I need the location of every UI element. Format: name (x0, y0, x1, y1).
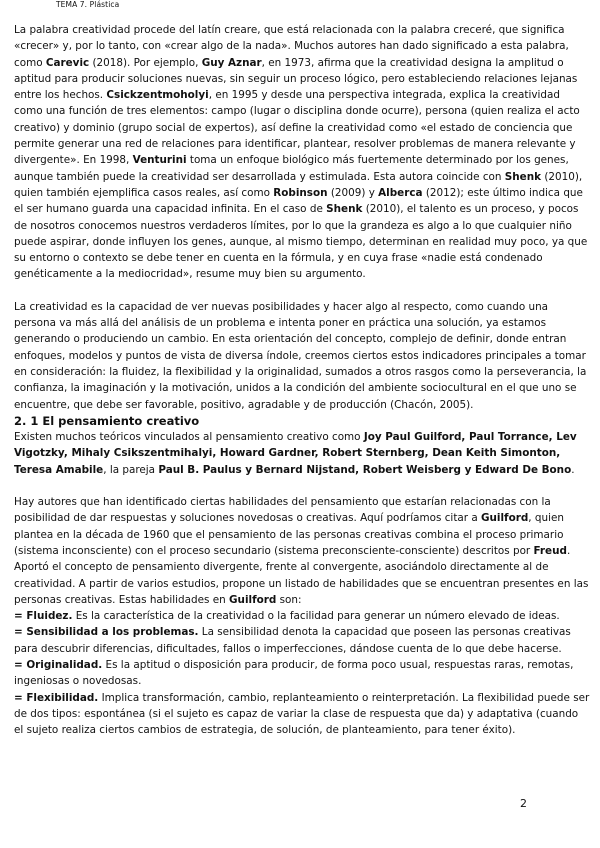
text-run: , en 1995 y desde una perspectiva integrada, explica la creatividad como una función de tres elementos: campo (lugar o disciplina donde ocurre), persona (quien realiza el acto creativo) y dominio (grupo social de expertos), así define la creatividad como «el estado de conciencia que permite generar una red de relaciones para identificar, plantear, resolver problemas de manera relevante y divergente». En 1998, (14, 89, 580, 167)
author-name: Guy Aznar (201, 56, 262, 69)
document-body (14, 22, 590, 738)
list-text: Implica transformación, cambio, replanteamiento o reinterpretación. La flexibilidad puede ser de dos tipos: espontánea (si el sujeto es capaz de variar la clase de respuesta que da) y adaptativa (cuando el sujeto realiza ciertos cambios de estrategia, de solución, de planteamiento, para tener éxito). (14, 691, 590, 737)
text-run: Existen muchos teóricos vinculados al pensamiento creativo como (14, 431, 364, 444)
author-name: Venturini (132, 154, 187, 167)
text-run: (2010), el talento es un proceso, y pocos de nosotros conocemos nuestros verdaderos límites, por lo que la grandeza es algo a lo que cualquier niño puede aspirar, donde influyen los genes, aunque, al mismo tiempo, determinan en realidad muy poco, ya que su entorno o contexto se debe tener en cuenta en la fórmula, y en cuya frase «nadie está condenado genéticamente a la mediocridad», resume muy bien su argumento. (14, 203, 588, 281)
list-item-fluidez (14, 608, 590, 624)
author-name: Guilford (481, 512, 529, 525)
author-name: Shenk (504, 170, 542, 183)
paragraph-spacer (14, 478, 590, 494)
section-heading: 2. 1 El pensamiento creativo (14, 413, 200, 428)
list-term: = Flexibilidad. (14, 691, 99, 704)
paragraph-theorists (14, 429, 590, 478)
document-header: TEMA 7. Plástica (56, 0, 120, 9)
text-run: (2010), quien también ejemplifica casos reales, así como (14, 170, 583, 199)
text-run: , la pareja (103, 463, 159, 476)
text-run: La palabra creatividad procede del latín creare, que está relacionada con la palabra creceré, que significa «crecer» y, por lo tanto, con «crear algo de la nada». Muchos autores han dado significado a esta palabra, como (14, 24, 569, 69)
page-number: 2 (520, 797, 527, 810)
paragraph-creativity-definition (14, 22, 590, 283)
paragraph-guilford (14, 494, 590, 608)
list-text: Es la aptitud o disposición para producir, de forma poco usual, respuestas raras, remotas, ingeniosas o novedosas. (14, 658, 574, 688)
author-list: Paul B. Paulus y Bernard Nijstand, Robert Weisberg y Edward De Bono (158, 463, 572, 476)
paragraph-creativity-capacity: La creatividad es la capacidad de ver nuevas posibilidades y hacer algo al respecto, como cuando una persona va más allá del análisis de un problema e intenta poner en práctica una solución, ya estamos generando o produciendo un cambio. En esta orientación del concepto, complejo de definir, donde entran enfoques, modelos y puntos de vista de diversa índole, creemos ciertos estos indicadores principales a tomar en consideración: la fluidez, la flexibilidad y la originalidad, sumados a otros rasgos como la perseverancia, la confianza, la imaginación y la motivación, unidos a la condición del ambiente sociocultural en el que uno se encuentre, que debe ser favorable, positivo, agradable y de producción (Chacón, 2005). (14, 300, 587, 411)
text-run: . (571, 463, 575, 476)
text-run: . Aportó el concepto de pensamiento divergente, frente al convergente, asociándolo directamente al de creatividad. A partir de varios estudios, propone un listado de habilidades que se encuentran presentes en las personas creativas. Estas habilidades en (14, 544, 589, 606)
text-run: son: (276, 593, 302, 606)
text-run: (2012); este último indica que el ser humano guarda una capacidad infinita. En el caso de (14, 186, 583, 216)
author-name: Carevic (45, 56, 90, 69)
list-term: = Originalidad. (14, 658, 103, 671)
list-item-originalidad (14, 657, 590, 690)
list-text: Es la característica de la creatividad o la facilidad para generar un número elevado de ideas. (72, 610, 560, 623)
author-name: Guilford (229, 593, 277, 606)
author-name: Shenk (326, 203, 363, 216)
list-item-sensibilidad (14, 624, 590, 657)
text-run: (2018). Por ejemplo, (89, 56, 202, 69)
list-term: = Sensibilidad a los problemas. (14, 626, 199, 639)
author-name: Alberca (378, 186, 423, 199)
list-item-flexibilidad (14, 690, 590, 739)
author-name: Csickzentmoholyi (106, 89, 209, 102)
author-name: Freud (533, 544, 567, 557)
author-name: Robinson (273, 186, 328, 199)
text-run: (2009) y (327, 186, 379, 199)
list-text: La sensibilidad denota la capacidad que poseen las personas creativas para descubrir diferencias, dificultades, fallos o imperfecciones, dándose cuenta de lo que debe hacerse. (14, 626, 571, 655)
author-list: Joy Paul Guilford, Paul Torrance, Lev Vigotzky, Mihaly Csikszentmihalyi, Howard Gardner, Robert Sternberg, Dean Keith Simonton, Teresa Amabile (14, 431, 577, 476)
text-run: , quien plantea en la década de 1960 que el pensamiento de las personas creativas combina el proceso primario (sistema inconsciente) con el proceso secundario (sistema preconsciente-consciente) descritos por (14, 512, 564, 557)
list-term: = Fluidez. (14, 610, 73, 623)
paragraph-spacer (14, 283, 590, 299)
text-run: , en 1973, afirma que la creatividad designa la amplitud o aptitud para producir soluciones nuevas, sin seguir un proceso lógico, pero estableciendo relaciones lejanas entre los hechos. (14, 56, 578, 102)
text-run: toma un enfoque biológico más fuertemente determinado por los genes, aunque también puede la creatividad ser desarrollada y estimulada. Esta autora coincide con (14, 154, 569, 183)
text-run: Hay autores que han identificado ciertas habilidades del pensamiento que estarían relacionadas con la posibilidad de dar respuestas y soluciones novedosas o creativas. Aquí podríamos citar a (14, 496, 551, 525)
